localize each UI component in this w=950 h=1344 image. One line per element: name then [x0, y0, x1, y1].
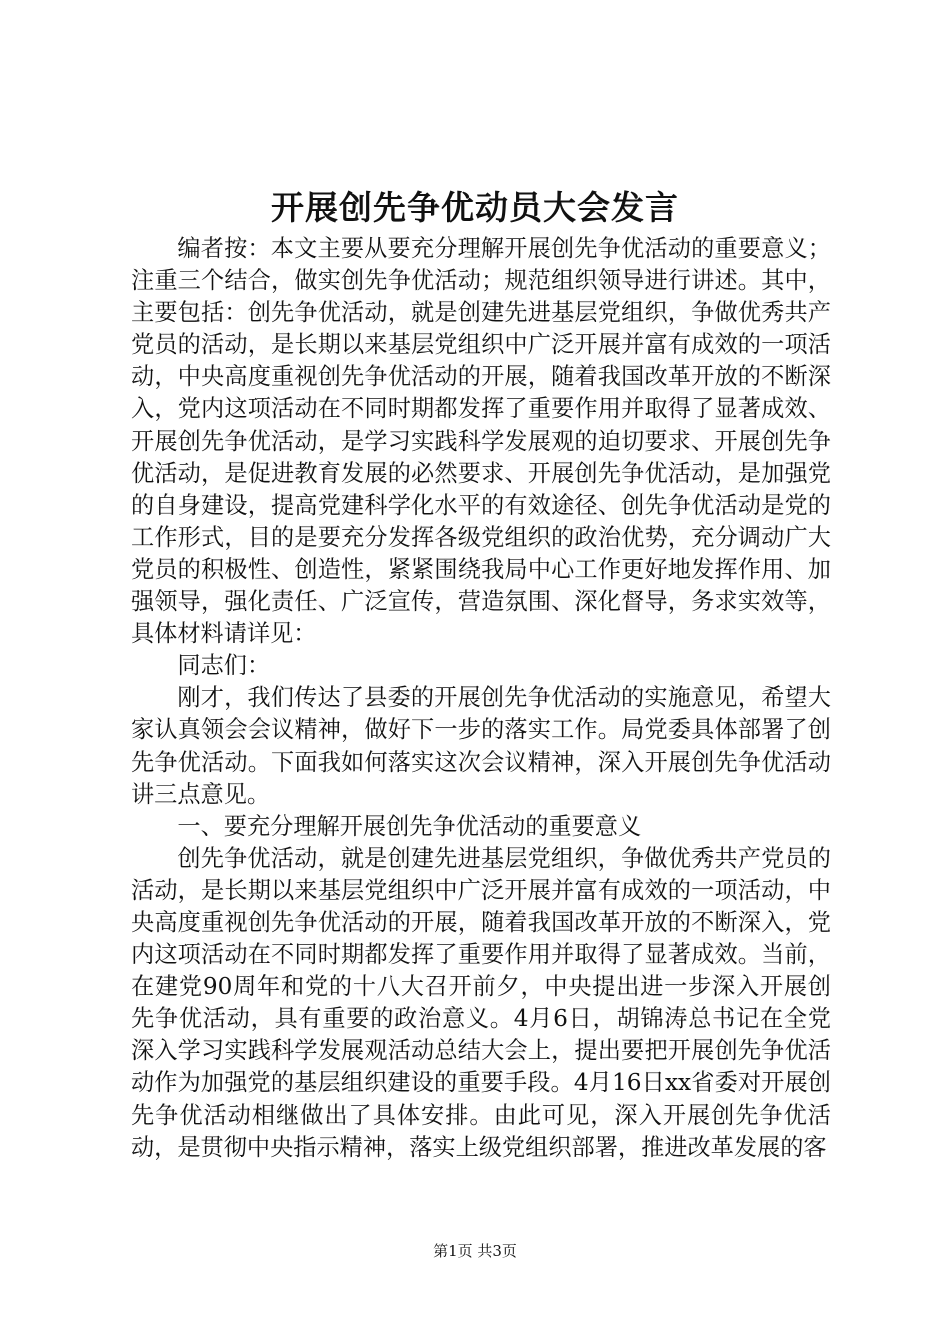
section-body-paragraph: 创先争优活动，就是创建先进基层党组织，争做优秀共产党员的活动，是长期以来基层党组织中广泛开展并富有成效的一项活动，中央高度重视创先争优活动的开展，随着我国改革开放的不断深入，党内这项活动在不同时期都发挥了重要作用并取得了显著成效。当前，在建党90周年和党的十八大召开前夕，中央提出进一步深入开展创先争优活动，具有重要的政治意义。4月6日，胡锦涛总书记在全党深入学习实践科学发展观活动总结大会上，提出要把开展创先争优活动作为加强党的基层组织建设的重要手段。4月16日xx省委对开展创先争优活动相继做出了具体安排。由此可见，深入开展创先争优活动，是贯彻中央指示精神，落实上级党组织部署，推进改革发展的客	[131, 844, 831, 1161]
intro-paragraph: 刚才，我们传达了县委的开展创先争优活动的实施意见，希望大家认真领会会议精神，做好下一步的落实工作。局党委具体部署了创先争优活动。下面我如何落实这次会议精神，深入开展创先争优活动讲三点意见。	[131, 684, 831, 808]
section-heading: 一、要充分理解开展创先争优活动的重要意义	[177, 812, 642, 840]
document-body	[131, 233, 831, 1164]
salutation-paragraph: 同志们：	[177, 652, 271, 680]
editor-note-paragraph: 编者按：本文主要从要充分理解开展创先争优活动的重要意义；注重三个结合，做实创先争优活动；规范组织领导进行讲述。其中，主要包括：创先争优活动，就是创建先进基层党组织，争做优秀共产党员的活动，是长期以来基层党组织中广泛开展并富有成效的一项活动，中央高度重视创先争优活动的开展，随着我国改革开放的不断深入，党内这项活动在不同时期都发挥了重要作用并取得了显著成效、开展创先争优活动，是学习实践科学发展观的迫切要求、开展创先争优活动，是促进教育发展的必然要求、开展创先争优活动，是加强党的自身建设，提高党建科学化水平的有效途径、创先争优活动是党的工作形式，目的是要充分发挥各级党组织的政治优势，充分调动广大党员的积极性、创造性，紧紧围绕我局中心工作更好地发挥作用、加强领导，强化责任、广泛宣传，营造氛围、深化督导，务求实效等，具体材料请详见：	[131, 235, 831, 648]
document-title: 开展创先争优动员大会发言	[271, 188, 679, 227]
page-number-footer: 第1页 共3页	[433, 1242, 517, 1260]
